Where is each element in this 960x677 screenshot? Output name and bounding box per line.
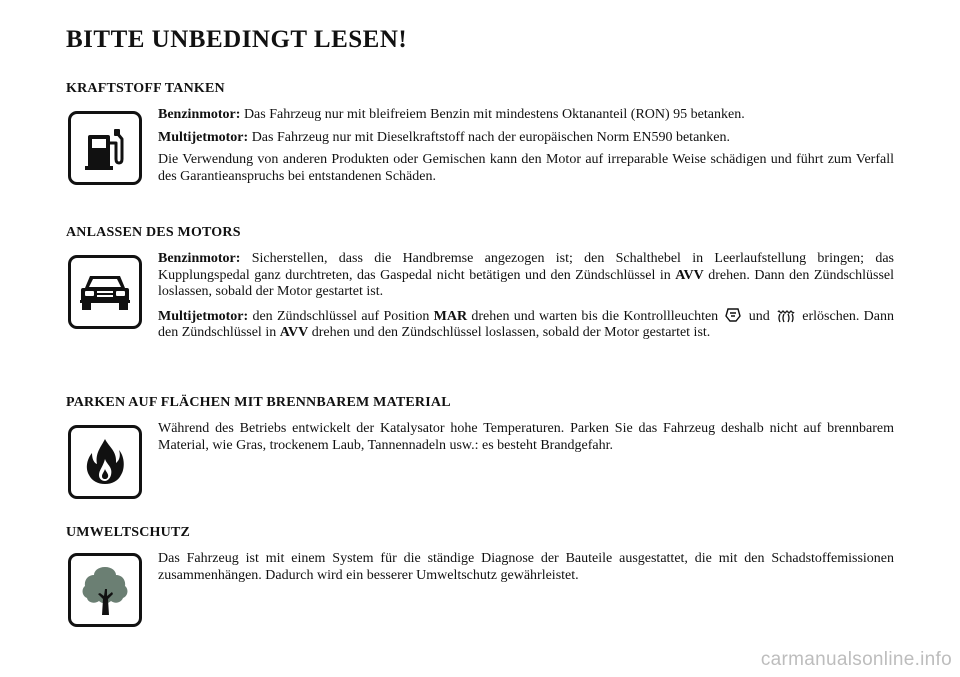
- fuel-benzin-label: Benzinmotor:: [158, 107, 241, 122]
- fuel-multijet-label: Multijetmotor:: [158, 129, 249, 145]
- start-multijet-text-4: erlöschen. Dann den Zündschlüssel in: [158, 308, 895, 340]
- tree-icon: [79, 563, 131, 617]
- section-heading-fuel: KRAFTSTOFF TANKEN: [66, 81, 225, 96]
- start-multijet-text-2: drehen und warten bis die Kontrollleuchten: [467, 308, 723, 324]
- start-benzin-paragraph: [158, 251, 894, 301]
- section-environment: [66, 525, 894, 635]
- fuel-multijet-text: Das Fahrzeug nur mit Dieselkraftstoff nach der europäischen Norm EN590 betanken.: [248, 129, 730, 145]
- fuel-text: [158, 107, 894, 191]
- fuel-benzin-paragraph: [158, 107, 894, 124]
- start-text: [158, 251, 894, 348]
- start-icon-box: [68, 255, 142, 329]
- section-fuel: [66, 81, 894, 201]
- fuel-icon-box: [68, 111, 142, 185]
- start-benzin-avv: AVV: [675, 267, 704, 283]
- parking-text: [158, 421, 894, 460]
- environment-text: [158, 551, 894, 590]
- start-multijet-avv: AVV: [279, 325, 309, 340]
- start-multijet-paragraph: [158, 307, 894, 342]
- start-benzin-text-1: Sicherstellen, dass die Handbremse angezogen ist; den Schalthebel in Leerlaufstellung bringen; das Kupplungspedal ganz durchtreten, das Gaspedal nicht betätigen und den Zündschlüssel in: [158, 251, 894, 283]
- fuel-benzin-text: Das Fahrzeug nur mit bleifreiem Benzin mit mindestens Oktananteil (RON) 95 betanken.: [240, 107, 745, 122]
- flame-icon: [83, 437, 127, 487]
- section-heading-parking: PARKEN AUF FLÄCHEN MIT BRENNBAREM MATERIAL: [66, 395, 451, 410]
- fuel-warning-paragraph: Die Verwendung von anderen Produkten oder Gemischen kann den Motor auf irreparable Weise schädigen und führt zum Verfall des Garantieanspruchs bei entstandenen Schäden.: [158, 152, 894, 184]
- environment-icon-box: [68, 553, 142, 627]
- start-multijet-text-5: drehen und den Zündschlüssel loslassen, sobald der Motor gestartet ist.: [308, 325, 711, 340]
- page-title: BITTE UNBEDINGT LESEN!: [66, 26, 408, 53]
- start-benzin-text-2: drehen. Dann den Zündschlüssel loslassen, sobald der Motor gestartet ist.: [158, 267, 895, 299]
- section-heading-environment: UMWELTSCHUTZ: [66, 525, 191, 540]
- section-heading-start: ANLASSEN DES MOTORS: [66, 225, 241, 240]
- fuel-pump-icon: [80, 123, 130, 173]
- glow-plug-icon: [776, 309, 796, 323]
- parking-paragraph: Während des Betriebs entwickelt der Katalysator hohe Temperaturen. Parken Sie das Fahrzeug deshalb nicht auf brennbarem Material, wie Gras, trockenem Laub, Tannennadeln usw.: es besteht Brandgefahr.: [158, 421, 894, 453]
- start-benzin-label: Benzinmotor:: [158, 251, 241, 266]
- watermark: carmanualsonline.info: [760, 649, 952, 670]
- warning-light-icon: [724, 307, 742, 323]
- car-front-icon: [78, 270, 132, 314]
- parking-icon-box: [68, 425, 142, 499]
- start-multijet-mar: MAR: [433, 308, 468, 324]
- fuel-multijet-paragraph: [158, 130, 894, 147]
- environment-paragraph: Das Fahrzeug ist mit einem System für die ständige Diagnose der Bauteile ausgestattet, die mit den Schadstoffemissionen zusammenhängen. Dadurch wird ein besserer Umweltschutz gewährleistet.: [158, 551, 894, 583]
- section-parking: [66, 395, 894, 505]
- start-multijet-label: Multijetmotor:: [158, 308, 249, 324]
- section-start: [66, 225, 894, 365]
- start-multijet-text-1: den Zündschlüssel auf Position: [248, 308, 434, 324]
- start-multijet-text-3: und: [744, 308, 774, 324]
